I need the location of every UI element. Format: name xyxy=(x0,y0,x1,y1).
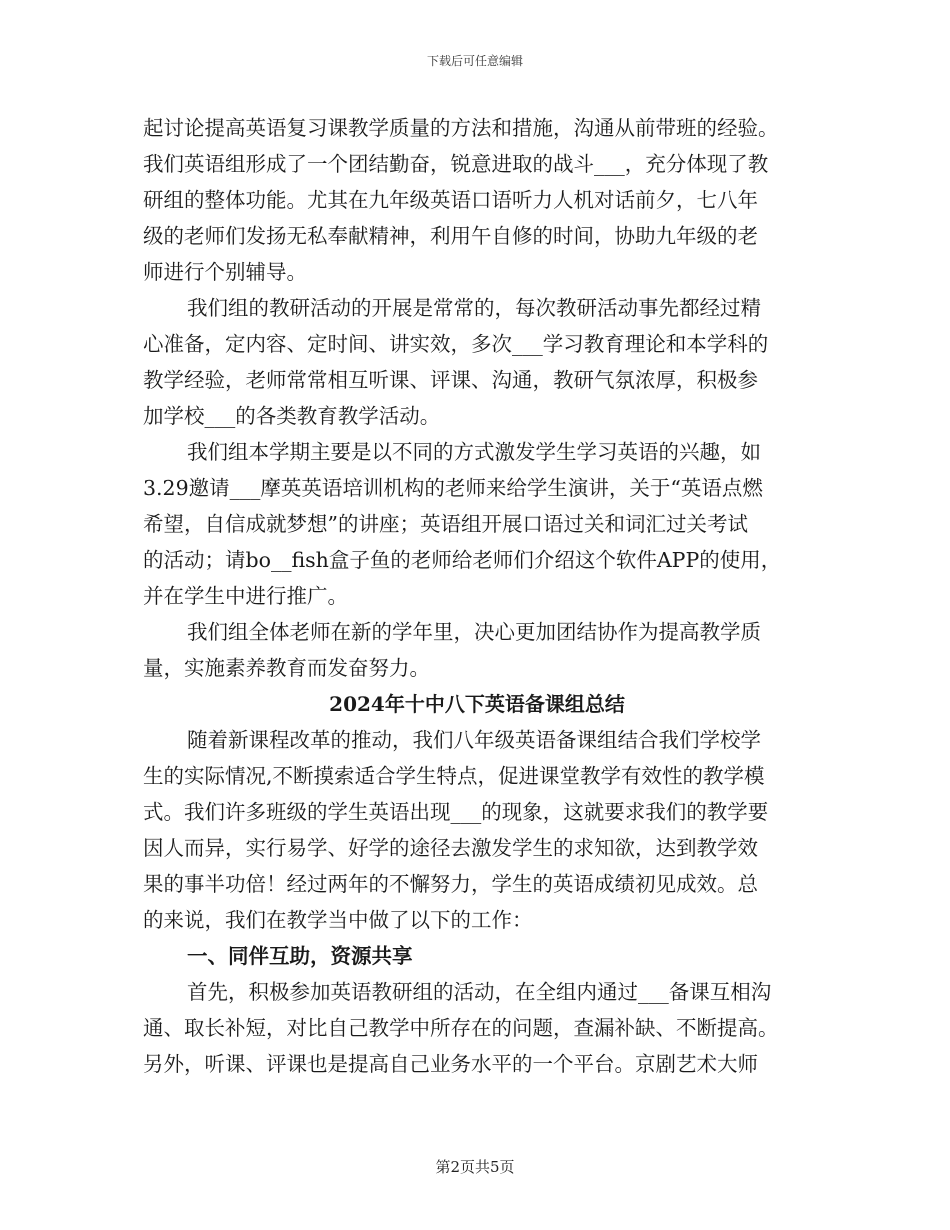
text-line: 希望，自信成就梦想”的讲座；英语组开展口语过关和词汇过关考试 xyxy=(143,512,748,536)
text-line: 心准备，定内容、定时间、讲实效，多次___学习教育理论和本学科的 xyxy=(143,332,769,356)
text-line: 果的事半功倍！经过两年的不懈努力，学生的英语成绩初见成效。总 xyxy=(143,872,758,896)
page-footer: 第2页共5页 xyxy=(435,1158,515,1176)
text-line: 师进行个别辅导。 xyxy=(143,260,307,284)
text-line: 的活动；请bo__fish盒子鱼的老师给老师们介绍这个软件APP的使用， xyxy=(143,548,782,572)
document-body xyxy=(143,110,811,1082)
text-line: 并在学生中进行推广。 xyxy=(143,584,348,608)
text-line: 我们组全体老师在新的学年里，决心更加团结协作为提高教学质 xyxy=(187,620,761,644)
text-line: 因人而异，实行易学、好学的途径去激发学生的求知欲，达到教学效 xyxy=(143,836,758,860)
text-line: 通、取长补短，对比自己教学中所存在的问题，查漏补缺、不断提高。 xyxy=(143,1016,779,1040)
text-line: 生的实际情况,不断摸索适合学生特点，促进课堂教学有效性的教学模 xyxy=(143,764,765,788)
text-line: 加学校___的各类教育教学活动。 xyxy=(143,404,441,428)
section-title: 2024年十中八下英语备课组总结 xyxy=(329,692,625,716)
text-line: 级的老师们发扬无私奉献精神，利用午自修的时间，协助九年级的老 xyxy=(143,224,758,248)
text-line: 随着新课程改革的推动，我们八年级英语备课组结合我们学校学 xyxy=(187,728,761,752)
section-heading: 一、同伴互助，资源共享 xyxy=(187,944,413,968)
text-line: 我们组本学期主要是以不同的方式激发学生学习英语的兴趣，如 xyxy=(187,440,761,464)
text-line: 起讨论提高英语复习课教学质量的方法和措施，沟通从前带班的经验。 xyxy=(143,116,779,140)
text-line: 我们组的教研活动的开展是常常的，每次教研活动事先都经过精 xyxy=(187,296,761,320)
text-line: 式。我们许多班级的学生英语出现___的现象，这就要求我们的教学要 xyxy=(143,800,769,824)
text-line: 另外，听课、评课也是提高自己业务水平的一个平台。京剧艺术大师 xyxy=(143,1052,758,1076)
text-line: 教学经验，老师常常相互听课、评课、沟通，教研气氛浓厚，积极参 xyxy=(143,368,758,392)
text-line: 我们英语组形成了一个团结勤奋，锐意进取的战斗___，充分体现了教 xyxy=(143,152,769,176)
text-line: 量，实施素养教育而发奋努力。 xyxy=(143,656,430,680)
page-header: 下载后可任意编辑 xyxy=(426,54,523,68)
text-line: 3.29邀请___摩英英语培训机构的老师来给学生演讲，关于“英语点燃 xyxy=(143,476,763,500)
text-line: 首先，积极参加英语教研组的活动，在全组内通过___备课互相沟 xyxy=(187,980,772,1004)
text-line: 研组的整体功能。尤其在九年级英语口语听力人机对话前夕，七八年 xyxy=(143,188,758,212)
text-line: 的来说，我们在教学当中做了以下的工作： xyxy=(143,908,533,932)
